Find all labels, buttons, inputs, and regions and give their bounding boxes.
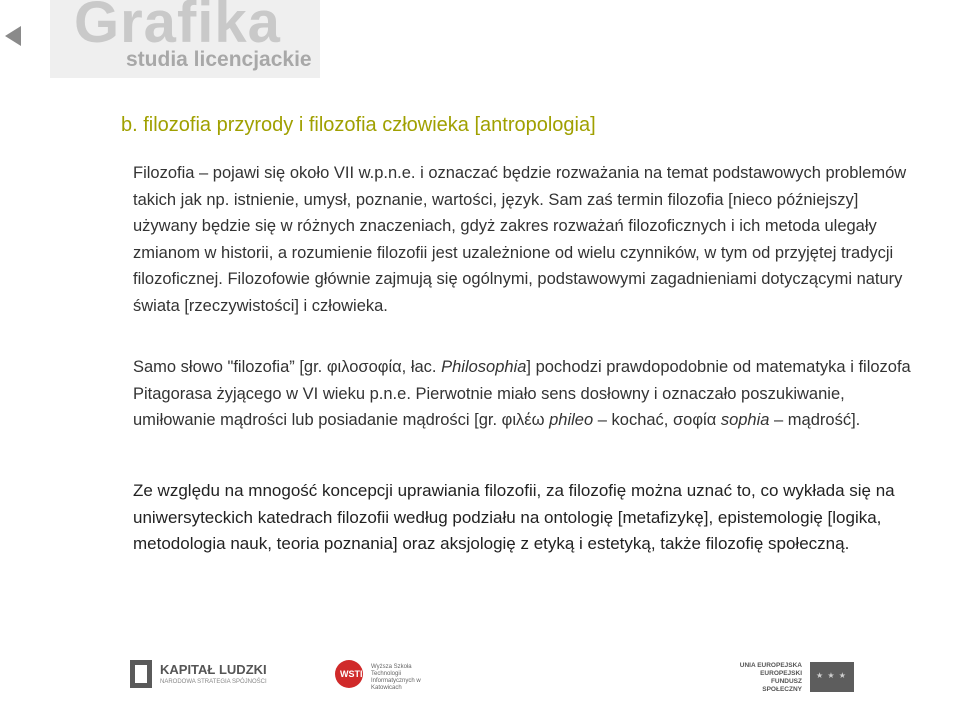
etymology-text-4: – mądrość]. <box>769 411 861 429</box>
etymology-term-philosophia: Philosophia <box>441 358 527 376</box>
back-arrow-icon[interactable] <box>5 26 21 46</box>
eu-flag-icon <box>810 662 854 692</box>
etymology-text-3: – kochać, σοφία <box>593 411 721 429</box>
slide-heading: b. filozofia przyrody i filozofia człowieka [antropologia] <box>121 114 596 136</box>
paragraph-intro: Filozofia – pojawi się około VII w.p.n.e. i oznaczać będzie rozważania na temat podstawowych problemów takich jak np. istnienie, umysł, poznanie, wartości, język. Sam zaś termin filozofia [nieco późniejszy] używany będzie się w różnych znaczeniach, gdyż zakres rozważań filozoficznych i ich metoda ulegały zmianom w historii, a rozumienie filozofii jest uzależnione od wielu czynników, w tym od przyjętej tradycji filozoficznej. Filozofowie głównie zajmują się ogólnymi, podstawowymi zagadnieniami dotyczącymi natury świata [rzeczywistości] i człowieka. <box>133 164 907 315</box>
kapital-ludzki-subtitle: NARODOWA STRATEGIA SPÓJNOŚCI <box>160 679 267 685</box>
wsti-description: Wyższa Szkoła Technologii Informatycznych w Katowicach <box>371 664 421 691</box>
etymology-term-phileo: phileo <box>549 411 594 429</box>
kapital-ludzki-logo <box>130 660 282 690</box>
slide-header <box>0 0 960 78</box>
kapital-ludzki-title: KAPITAŁ LUDZKI <box>160 662 267 677</box>
paragraph-etymology <box>133 354 913 434</box>
eu-logo-text: UNIA EUROPEJSKA EUROPEJSKI FUNDUSZ SPOŁECZNY <box>739 662 802 693</box>
footer-logos <box>0 640 960 702</box>
etymology-text-2: ] pochodzi prawdopodobnie od matematyka i filozofa Pitagorasa żyjącego w VI wieku p.n.e. Pierwotnie miało sens dosłowny i oznaczało poszukiwanie, umiłowanie mądrości lub posiadanie mądrości [gr. φιλέω <box>133 358 911 429</box>
paragraph-disciplines: Ze względu na mnogość koncepcji uprawiania filozofii, za filozofię można uznać to, co wykłada się na uniwersyteckich katedrach filozofii według podziału na ontologię [metafizykę], epistemologię [logika, metodologia nauk, teoria poznania] oraz aksjologię z etyką i estetyką, także filozofię społeczną. <box>133 481 895 553</box>
eu-logo <box>732 660 852 692</box>
logo-subtitle: studia licencjackie <box>126 48 312 71</box>
kapital-ludzki-mark-icon <box>130 660 152 688</box>
etymology-term-sophia: sophia <box>720 411 770 429</box>
etymology-text-1: Samo słowo "filozofia” [gr. φιλοσοφία, łac. <box>133 358 442 376</box>
wsti-logo <box>335 660 435 690</box>
wsti-logo-text: WSTI <box>340 669 363 679</box>
logo-grafika: Grafika <box>74 0 281 55</box>
